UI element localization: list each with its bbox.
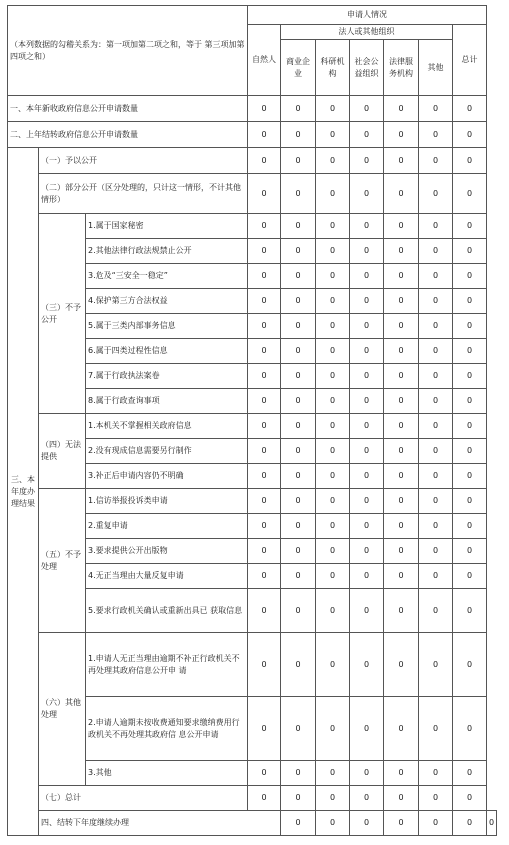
cell: 0: [248, 439, 281, 464]
cell: 0: [419, 514, 453, 539]
cell: 0: [350, 264, 384, 289]
cell: 0: [281, 289, 316, 314]
cell: 0: [384, 489, 419, 514]
cell: 0: [316, 786, 350, 811]
cell: 0: [281, 439, 316, 464]
cell: 0: [350, 697, 384, 761]
cell: 0: [453, 489, 487, 514]
cell: 0: [384, 811, 419, 836]
cell: 0: [281, 811, 316, 836]
cell: 0: [316, 289, 350, 314]
row-label: 7.属于行政执法案卷: [86, 364, 248, 389]
cell: 0: [384, 264, 419, 289]
header-note: （本列数据的勾稽关系为：第一项加第二项之和，等于 第三项加第四项之和）: [8, 6, 248, 96]
cell: 0: [281, 514, 316, 539]
cell: 0: [419, 96, 453, 122]
row-label: 5.属于三类内部事务信息: [86, 314, 248, 339]
cell: 0: [419, 148, 453, 174]
cell: 0: [248, 414, 281, 439]
header-total: 总计: [453, 25, 487, 96]
cell: 0: [281, 633, 316, 697]
cell: 0: [350, 811, 384, 836]
cell: 0: [453, 464, 487, 489]
row-label: 2.没有现成信息需要另行制作: [86, 439, 248, 464]
cell: 0: [384, 339, 419, 364]
cell: 0: [248, 339, 281, 364]
cell: 0: [419, 339, 453, 364]
cell: 0: [419, 811, 453, 836]
cell: 0: [350, 761, 384, 786]
cell: 0: [316, 148, 350, 174]
cell: 0: [248, 122, 281, 148]
cell: 0: [350, 489, 384, 514]
cell: 0: [281, 489, 316, 514]
row-label: （二）部分公开（区分处理的，只计这一情形，不计其他情形）: [39, 174, 248, 214]
header-natural-person: 自然人: [248, 25, 281, 96]
cell: 0: [384, 96, 419, 122]
cell: 0: [316, 633, 350, 697]
cell: 0: [453, 697, 487, 761]
cell: 0: [419, 539, 453, 564]
cell: 0: [281, 697, 316, 761]
header-applicant-situation: 申请人情况: [248, 6, 487, 25]
cell: 0: [248, 489, 281, 514]
cell: 0: [316, 489, 350, 514]
cell: 0: [248, 464, 281, 489]
cell: 0: [248, 697, 281, 761]
cell: 0: [316, 96, 350, 122]
cell: 0: [350, 96, 384, 122]
cell: 0: [281, 389, 316, 414]
cell: 0: [248, 564, 281, 589]
cell: 0: [316, 514, 350, 539]
cell: 0: [453, 314, 487, 339]
gov-info-disclosure-table: [7, 5, 497, 836]
cell: 0: [453, 122, 487, 148]
header-other: 其他: [419, 40, 453, 96]
cell: 0: [281, 464, 316, 489]
cell: 0: [350, 633, 384, 697]
cell: 0: [281, 148, 316, 174]
cell: 0: [419, 122, 453, 148]
cell: 0: [248, 364, 281, 389]
cell: 0: [316, 761, 350, 786]
cell: 0: [248, 761, 281, 786]
cell: 0: [384, 564, 419, 589]
cell: 0: [487, 811, 497, 836]
cell: 0: [453, 239, 487, 264]
row-label: 3.要求提供公开出版物: [86, 539, 248, 564]
cell: 0: [419, 314, 453, 339]
cell: 0: [419, 786, 453, 811]
cell: 0: [316, 697, 350, 761]
cell: 0: [281, 589, 316, 633]
group-label: （三）不予公开: [39, 214, 86, 414]
cell: 0: [419, 414, 453, 439]
cell: 0: [248, 589, 281, 633]
cell: 0: [384, 174, 419, 214]
cell: 0: [316, 414, 350, 439]
row-label: 2.申请人逾期未按收费通知要求缴纳费用行政机关不再处理其政府信 息公开申请: [86, 697, 248, 761]
cell: 0: [281, 564, 316, 589]
table-row: [8, 489, 497, 514]
cell: 0: [419, 174, 453, 214]
row-label: 1.属于国家秘密: [86, 214, 248, 239]
cell: 0: [316, 564, 350, 589]
table-row: [8, 633, 497, 697]
cell: 0: [453, 264, 487, 289]
table-row: [8, 786, 497, 811]
section-three-label: 三、本年度办理结果: [8, 148, 39, 836]
cell: 0: [384, 239, 419, 264]
row-label: 3.其他: [86, 761, 248, 786]
cell: 0: [419, 697, 453, 761]
cell: 0: [248, 264, 281, 289]
cell: 0: [453, 214, 487, 239]
cell: 0: [316, 122, 350, 148]
cell: 0: [248, 148, 281, 174]
cell: 0: [419, 564, 453, 589]
cell: 0: [384, 389, 419, 414]
table-row: [8, 414, 497, 439]
cell: 0: [384, 289, 419, 314]
cell: 0: [248, 289, 281, 314]
header-legal-persons: 法人或其他组织: [281, 25, 453, 40]
cell: 0: [248, 314, 281, 339]
cell: 0: [350, 239, 384, 264]
cell: 0: [384, 314, 419, 339]
row-label: 4.无正当理由大量反复申请: [86, 564, 248, 589]
row-label: 四、结转下年度继续办理: [39, 811, 281, 836]
cell: 0: [419, 289, 453, 314]
table-row: [8, 148, 497, 174]
cell: 0: [248, 96, 281, 122]
cell: 0: [419, 489, 453, 514]
cell: 0: [281, 214, 316, 239]
cell: 0: [316, 439, 350, 464]
table-row: [8, 811, 497, 836]
cell: 0: [281, 414, 316, 439]
row-label: 二、上年结转政府信息公开申请数量: [8, 122, 248, 148]
cell: 0: [281, 239, 316, 264]
cell: 0: [453, 439, 487, 464]
cell: 0: [350, 514, 384, 539]
row-label: 2.重复申请: [86, 514, 248, 539]
cell: 0: [453, 761, 487, 786]
cell: 0: [281, 539, 316, 564]
cell: 0: [453, 174, 487, 214]
cell: 0: [419, 364, 453, 389]
cell: 0: [350, 564, 384, 589]
cell: 0: [350, 414, 384, 439]
cell: 0: [350, 389, 384, 414]
cell: 0: [384, 589, 419, 633]
cell: 0: [316, 264, 350, 289]
header-public-welfare: 社会公益组织: [350, 40, 384, 96]
cell: 0: [281, 314, 316, 339]
row-label: 5.要求行政机关确认或重新出具已 获取信息: [86, 589, 248, 633]
cell: 0: [384, 633, 419, 697]
cell: 0: [350, 464, 384, 489]
group-label: （四）无法提供: [39, 414, 86, 489]
cell: 0: [453, 539, 487, 564]
cell: 0: [281, 364, 316, 389]
cell: 0: [384, 464, 419, 489]
cell: 0: [281, 122, 316, 148]
cell: 0: [248, 539, 281, 564]
cell: 0: [248, 214, 281, 239]
row-label: （一）予以公开: [39, 148, 248, 174]
cell: 0: [248, 239, 281, 264]
cell: 0: [384, 761, 419, 786]
cell: 0: [248, 633, 281, 697]
cell: 0: [453, 339, 487, 364]
cell: 0: [281, 96, 316, 122]
cell: 0: [248, 389, 281, 414]
row-label: 2.其他法律行政法规禁止公开: [86, 239, 248, 264]
cell: 0: [316, 174, 350, 214]
group-label: （六）其他处理: [39, 633, 86, 786]
table-row: [8, 96, 497, 122]
cell: 0: [384, 439, 419, 464]
row-label: 6.属于四类过程性信息: [86, 339, 248, 364]
cell: 0: [316, 464, 350, 489]
cell: 0: [384, 214, 419, 239]
header-legal-service: 法律服务机构: [384, 40, 419, 96]
cell: 0: [453, 633, 487, 697]
row-label: 4.保护第三方合法权益: [86, 289, 248, 314]
cell: 0: [350, 339, 384, 364]
cell: 0: [419, 633, 453, 697]
cell: 0: [453, 786, 487, 811]
cell: 0: [281, 761, 316, 786]
cell: 0: [350, 539, 384, 564]
cell: 0: [350, 289, 384, 314]
cell: 0: [248, 174, 281, 214]
cell: 0: [316, 811, 350, 836]
cell: 0: [419, 589, 453, 633]
cell: 0: [316, 239, 350, 264]
cell: 0: [384, 514, 419, 539]
cell: 0: [453, 589, 487, 633]
cell: 0: [350, 148, 384, 174]
cell: 0: [316, 314, 350, 339]
cell: 0: [316, 339, 350, 364]
cell: 0: [350, 214, 384, 239]
row-label: 一、本年新收政府信息公开申请数量: [8, 96, 248, 122]
cell: 0: [384, 697, 419, 761]
cell: 0: [453, 96, 487, 122]
cell: 0: [281, 339, 316, 364]
cell: 0: [350, 786, 384, 811]
row-label: 1.申请人无正当理由逾期不补正行政机关不再处理其政府信息公开申 请: [86, 633, 248, 697]
row-label: 1.本机关不掌握相关政府信息: [86, 414, 248, 439]
cell: 0: [384, 148, 419, 174]
header-research: 科研机构: [316, 40, 350, 96]
cell: 0: [453, 564, 487, 589]
cell: 0: [350, 122, 384, 148]
cell: 0: [419, 761, 453, 786]
cell: 0: [350, 439, 384, 464]
cell: 0: [316, 364, 350, 389]
cell: 0: [281, 264, 316, 289]
cell: 0: [384, 122, 419, 148]
cell: 0: [419, 214, 453, 239]
cell: 0: [453, 414, 487, 439]
row-label: 1.信访举报投诉类申请: [86, 489, 248, 514]
cell: 0: [350, 589, 384, 633]
cell: 0: [350, 364, 384, 389]
cell: 0: [384, 364, 419, 389]
cell: 0: [419, 389, 453, 414]
cell: 0: [453, 289, 487, 314]
cell: 0: [453, 389, 487, 414]
header-commercial: 商业企业: [281, 40, 316, 96]
cell: 0: [350, 174, 384, 214]
cell: 0: [453, 364, 487, 389]
cell: 0: [453, 811, 487, 836]
cell: 0: [419, 439, 453, 464]
group-label: （五）不予处理: [39, 489, 86, 633]
cell: 0: [248, 786, 281, 811]
cell: 0: [453, 148, 487, 174]
cell: 0: [419, 464, 453, 489]
table-row: [8, 214, 497, 239]
cell: 0: [248, 514, 281, 539]
cell: 0: [350, 314, 384, 339]
cell: 0: [419, 239, 453, 264]
cell: 0: [384, 414, 419, 439]
cell: 0: [316, 539, 350, 564]
row-label: 3.危及“三安全一稳定”: [86, 264, 248, 289]
cell: 0: [419, 264, 453, 289]
cell: 0: [316, 214, 350, 239]
row-label: （七）总计: [39, 786, 248, 811]
cell: 0: [316, 589, 350, 633]
cell: 0: [384, 539, 419, 564]
cell: 0: [316, 389, 350, 414]
table-row: [8, 174, 497, 214]
cell: 0: [453, 514, 487, 539]
row-label: 3.补正后申请内容仍不明确: [86, 464, 248, 489]
cell: 0: [281, 786, 316, 811]
cell: 0: [281, 174, 316, 214]
cell: 0: [384, 786, 419, 811]
row-label: 8.属于行政查询事项: [86, 389, 248, 414]
table-row: [8, 122, 497, 148]
